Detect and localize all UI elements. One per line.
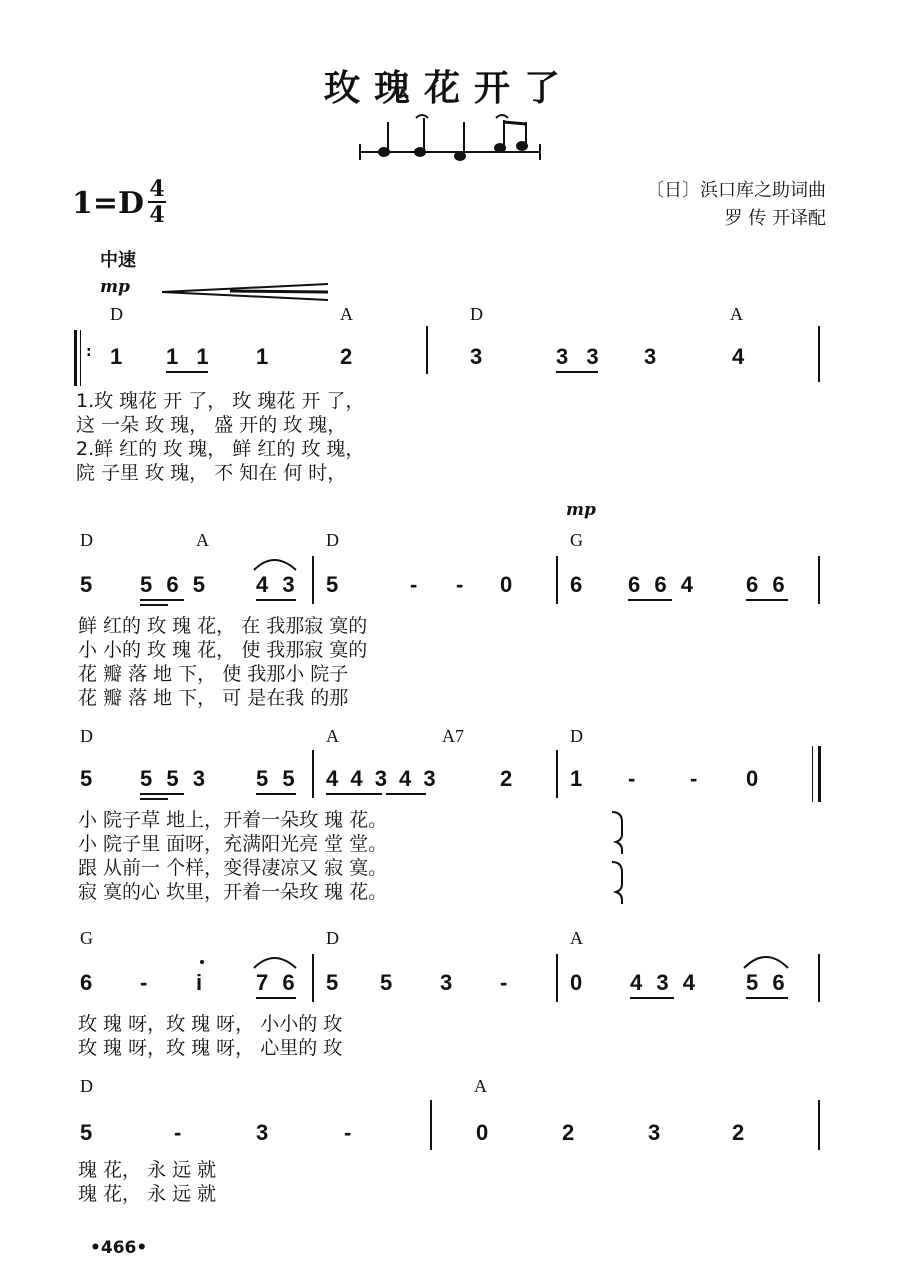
note: 4 [732, 344, 745, 369]
note: 3 [440, 970, 453, 995]
chord-symbol: D [570, 726, 583, 746]
dash: - [410, 572, 418, 597]
dash: - [456, 572, 464, 597]
rest: 0 [500, 572, 513, 597]
note: 5 [80, 1120, 93, 1145]
note: 5 [326, 572, 339, 597]
lyric-line: 这 一朵 玫 瑰， 盛 开的 玫 瑰， [76, 414, 347, 436]
chord-symbol: G [570, 530, 583, 550]
page-number: •466• [90, 1238, 148, 1258]
note: 5 [80, 572, 93, 597]
lyric-line: 小 院子草 地上，开着一朵玫 瑰 花。 [78, 809, 388, 831]
lyric-line: 瑰 花， 永 远 就 [78, 1183, 217, 1205]
note: 5 [380, 970, 393, 995]
chord-symbol: D [470, 304, 483, 324]
dash: - [344, 1120, 352, 1145]
chord-symbol: D [80, 530, 93, 550]
note: 2 [732, 1120, 745, 1145]
lyric-line: 小 小的 玫 瑰 花， 使 我那寂 寞的 [78, 639, 368, 661]
lyric-line: 鲜 红的 玫 瑰 花， 在 我那寂 寞的 [78, 615, 368, 637]
note: 3 [470, 344, 483, 369]
lyricist-composer-credit: 〔日〕浜口库之助词曲 [646, 180, 826, 201]
lyric-line: 瑰 花， 永 远 就 [78, 1159, 217, 1181]
song-title: 玫瑰花开了 [323, 67, 574, 109]
chord-symbol: A [196, 530, 209, 550]
lyric-line: 2.鲜 红的 玫 瑰， 鲜 红的 玫 瑰， [76, 438, 365, 460]
note-triplet: 6 6 4 [628, 572, 697, 597]
lyric-line: 院 子里 玫 瑰， 不 知在 何 时， [76, 462, 347, 484]
lyric-line: 寂 寞的心 坎里，开着一朵玫 瑰 花。 [78, 881, 388, 903]
chord-symbol: D [80, 1076, 93, 1096]
note: 2 [340, 344, 353, 369]
lyric-line: 花 瓣 落 地 下， 使 我那小 院子 [78, 663, 349, 685]
note: 2 [562, 1120, 575, 1145]
chord-symbol: A [340, 304, 353, 324]
chord-symbol: D [110, 304, 123, 324]
tempo-marking: 中速 [100, 250, 136, 271]
note: 2 [500, 766, 513, 791]
lyric-line: 1.玫 瑰花 开 了， 玫 瑰花 开 了， [76, 390, 365, 412]
note-triplet: 5 5 3 [140, 766, 209, 791]
note-pair: 7 6 [256, 970, 299, 995]
chord-symbol: D [326, 530, 339, 550]
chord-symbol: D [80, 726, 93, 746]
note-triplet: 5 6 5 [140, 572, 209, 597]
note-high: i [196, 970, 203, 995]
note-pair: 4 3 [256, 572, 299, 597]
note-pair: 6 6 [746, 572, 789, 597]
lyric-line: 玫 瑰 呀，玫 瑰 呀， 心里的 玫 [78, 1037, 343, 1059]
note-triplet: 4 3 4 [630, 970, 699, 995]
lyric-line: 花 瓣 落 地 下， 可 是在我 的那 [78, 687, 349, 709]
dash: - [690, 766, 698, 791]
chord-symbol: D [326, 928, 339, 948]
rest: 0 [746, 766, 759, 791]
lyric-line: 玫 瑰 呀，玫 瑰 呀， 小小的 玫 [78, 1013, 343, 1035]
lyric-line: 跟 从前一 个样，变得凄凉又 寂 寞。 [78, 857, 388, 879]
note-group: 4 4 3 4 3 [326, 766, 439, 791]
chord-symbol: A [326, 726, 339, 746]
chord-symbol: A [570, 928, 583, 948]
note-pair: 5 6 [746, 970, 789, 995]
chord-symbol: A [730, 304, 743, 324]
rest: 0 [476, 1120, 489, 1145]
note-pair: 1 1 [166, 344, 215, 369]
chord-symbol: G [80, 928, 93, 948]
note-pair: 3 3 [556, 344, 605, 369]
dynamic-mark-start: mp [100, 277, 130, 297]
note: 5 [326, 970, 339, 995]
key-signature: 1=D [72, 186, 145, 221]
note: 1 [110, 344, 123, 369]
note: 3 [648, 1120, 661, 1145]
dynamic-mark: mp [566, 500, 596, 520]
note: 1 [570, 766, 583, 791]
dash: - [174, 1120, 182, 1145]
note: 6 [570, 572, 583, 597]
translator-credit: 罗 传 开译配 [724, 208, 826, 229]
dash: - [500, 970, 508, 995]
dash: - [140, 970, 148, 995]
time-signature-top: 4 [149, 176, 165, 202]
dash: - [628, 766, 636, 791]
note: 3 [644, 344, 657, 369]
time-signature-bottom: 4 [149, 202, 165, 228]
note-pair: 5 5 [256, 766, 299, 791]
note: 6 [80, 970, 93, 995]
chord-symbol: A7 [442, 726, 464, 746]
lyric-line: 小 院子里 面呀，充满阳光亮 堂 堂。 [78, 833, 388, 855]
note: 1 [256, 344, 269, 369]
repeat-dots: : [86, 344, 92, 360]
chord-symbol: A [474, 1076, 487, 1096]
rest: 0 [570, 970, 583, 995]
note: 3 [256, 1120, 269, 1145]
note: 5 [80, 766, 93, 791]
